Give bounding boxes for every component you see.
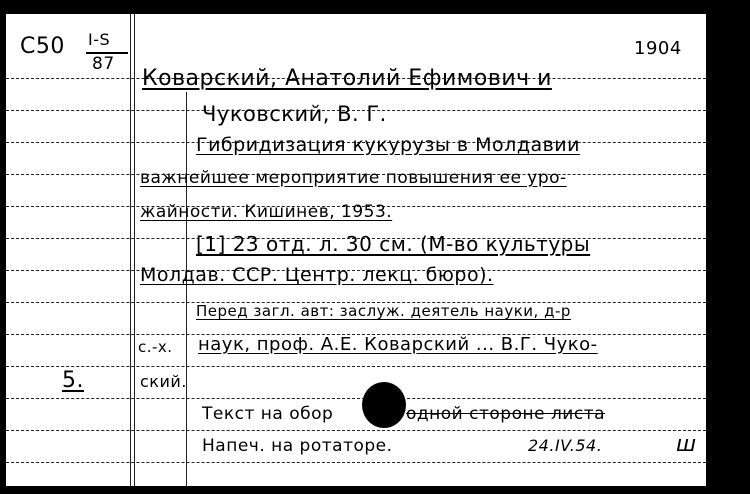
class-sub-bottom: 87 (92, 54, 115, 74)
note-line-1: Перед загл. авт: заслуж. деятель науки, д-р (196, 302, 571, 320)
rule-line (6, 430, 706, 431)
rule-line (6, 366, 706, 367)
ink-blot (362, 382, 406, 428)
note-line-5: Напеч. на ротаторе. (202, 436, 393, 456)
margin-line-left-double (134, 14, 135, 486)
title-line-1: Гибридизация кукурузы в Молдавии (196, 134, 581, 156)
copy-count: 5. (62, 368, 84, 393)
collation-line: [1] 23 отд. л. 30 см. (М-во культуры (196, 232, 591, 256)
note-line-2: наук, проф. А.Е. Коварский ... В.Г. Чуко- (198, 334, 598, 355)
year: 1904 (634, 38, 682, 59)
note-line-2-prefix: с.-х. (138, 338, 173, 356)
imprint-line: жайности. Кишинев, 1953. (140, 202, 393, 222)
date-stamp: 24.IV.54. (528, 436, 603, 455)
margin-line-left (130, 14, 131, 486)
coauthor-line: Чуковский, В. Г. (202, 102, 387, 126)
title-line-2: важнейшее мероприятие повышения ее уро- (140, 168, 567, 188)
note-line-4-end: одной стороне листа (406, 404, 606, 424)
margin-line-indent (186, 92, 187, 486)
author-line: Коварский, Анатолий Ефимович и (142, 66, 552, 91)
series-line: Молдав. ССР. Центр. лекц. бюро). (140, 264, 494, 286)
rule-line (6, 398, 706, 399)
class-sub-top: I-S (88, 30, 111, 49)
class-code: C50 (20, 34, 65, 59)
note-line-3: ский. (140, 372, 187, 391)
signature-mark: ш (676, 432, 697, 457)
rule-line (6, 462, 706, 463)
note-line-4-start: Текст на обор (202, 404, 334, 424)
catalog-card (6, 14, 706, 486)
